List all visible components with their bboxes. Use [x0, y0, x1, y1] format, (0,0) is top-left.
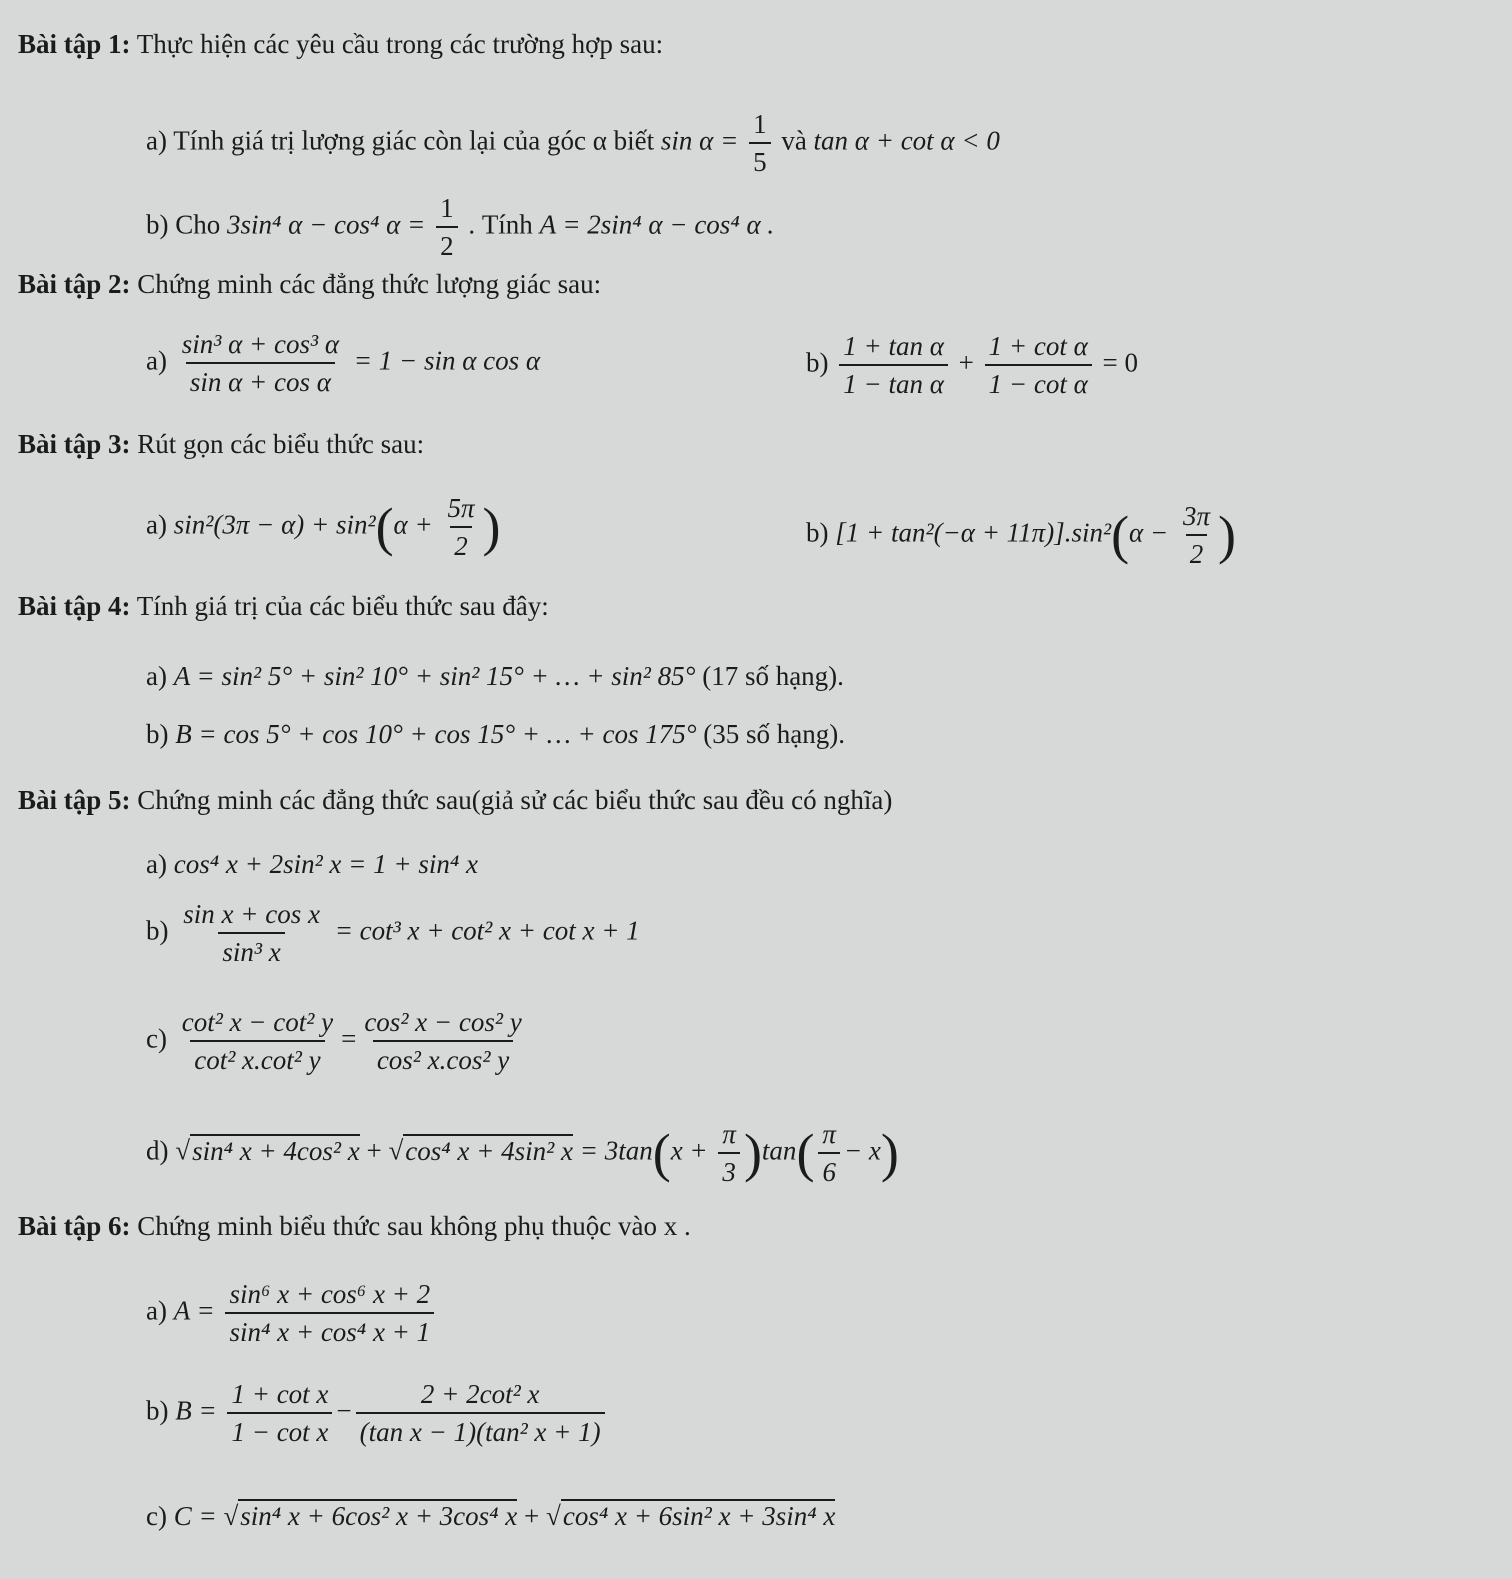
ex6-heading-line: [18, 1210, 691, 1242]
ex3-b-num: 3π: [1182, 501, 1210, 531]
ex5-b-num: sin x + cos x: [183, 899, 320, 929]
ex4-b-label: b): [146, 719, 169, 749]
ex5-part-c: [146, 1006, 530, 1077]
ex4-heading-line: [18, 590, 549, 622]
ex5-d-rparen2: ): [880, 1122, 899, 1183]
ex1-instruction: Thực hiện các yêu cầu trong các trường hợp sau:: [136, 29, 664, 59]
ex4-b-note: (35 số hạng).: [703, 719, 845, 749]
ex1-b-num: 1: [440, 193, 454, 223]
ex6-instruction: Chứng minh biểu thức sau không phụ thuộc vào x .: [137, 1211, 691, 1241]
ex5-d-label: d): [146, 1135, 169, 1166]
ex5-d-rhs1: = 3tan: [579, 1135, 653, 1166]
ex1-b-tinh: . Tính: [468, 209, 533, 240]
ex2-a-label: a): [146, 345, 167, 376]
ex4-a-expr: A = sin² 5° + sin² 10° + sin² 15° + … + sin² 85°: [173, 661, 696, 691]
ex5-d-plus: + √: [366, 1135, 404, 1166]
ex3-b-lparen: (: [1111, 504, 1130, 565]
ex3-a-frac: [443, 492, 478, 563]
ex1-part-a: [146, 108, 1000, 179]
ex4-part-b: [146, 718, 845, 750]
ex6-b-frac2: [356, 1378, 605, 1449]
ex6-a-den: sin⁴ x + cos⁴ x + 1: [225, 1312, 434, 1348]
ex5-b-rhs: = cot³ x + cot² x + cot x + 1: [334, 915, 640, 946]
ex4-instruction: Tính giá trị của các biểu thức sau đây:: [136, 591, 549, 621]
ex3-heading-line: [18, 428, 424, 460]
ex5-c-den1: cot² x.cot² y: [190, 1040, 324, 1076]
ex4-a-note: (17 số hạng).: [702, 661, 844, 691]
ex5-d-sqrt-sign: √: [175, 1135, 191, 1166]
ex2-b-num1: 1 + tan α: [843, 331, 944, 361]
ex2-heading: Bài tập 2:: [18, 269, 131, 299]
ex6-b-label: b): [146, 1395, 169, 1426]
ex4-part-a: [146, 660, 844, 692]
ex2-b-label: b): [806, 347, 829, 378]
ex5-instruction: Chứng minh các đẳng thức sau(giả sử các biểu thức sau đều có nghĩa): [137, 785, 893, 815]
ex4-b-expr: B = cos 5° + cos 10° + cos 15° + … + cos 175°: [175, 719, 697, 749]
ex5-heading-line: [18, 784, 892, 816]
ex5-d-frac2: [818, 1118, 840, 1189]
ex2-b-frac1: [839, 330, 948, 401]
ex3-a-label: a): [146, 509, 167, 540]
ex1-b-math2: A = 2sin⁴ α − cos⁴ α .: [539, 209, 775, 240]
ex6-a-label: a): [146, 1295, 167, 1326]
ex6-b-lhs: B =: [175, 1395, 217, 1426]
ex1-b-den: 2: [436, 226, 458, 262]
ex3-a-expr1: sin²(3π − α) + sin²: [173, 509, 376, 540]
ex3-b-rparen: ): [1217, 504, 1236, 565]
ex6-part-a: [146, 1278, 438, 1349]
ex3-a-rparen: ): [482, 496, 501, 557]
ex1-a-math1: sin α =: [660, 125, 739, 156]
ex1-a-math2: tan α + cot α < 0: [813, 125, 1000, 156]
ex6-b-frac1: [227, 1378, 332, 1449]
ex6-part-b: [146, 1378, 609, 1449]
ex5-d-sqrt2: cos⁴ x + 4sin² x: [405, 1135, 573, 1166]
ex2-b-den1: 1 − tan α: [839, 364, 948, 400]
ex5-a-expr: cos⁴ x + 2sin² x = 1 + sin⁴ x: [173, 849, 478, 879]
ex6-c-sqrt1: sin⁴ x + 6cos² x + 3cos⁴ x: [240, 1501, 518, 1531]
ex2-b-frac2: [985, 330, 1092, 401]
ex1-a-den: 5: [749, 142, 771, 178]
ex3-heading: Bài tập 3:: [18, 429, 131, 459]
ex5-c-num1: cot² x − cot² y: [181, 1007, 334, 1037]
ex5-b-frac: [179, 898, 324, 969]
ex5-c-den2: cos² x.cos² y: [373, 1040, 513, 1076]
ex6-a-lhs: A =: [173, 1295, 215, 1326]
ex2-part-b: [806, 330, 1138, 401]
ex1-b-text: b) Cho: [146, 209, 221, 240]
ex5-c-frac1: [178, 1006, 337, 1077]
ex3-instruction: Rút gọn các biểu thức sau:: [137, 429, 425, 459]
ex2-b-plus: +: [958, 347, 974, 378]
ex2-a-num: sin³ α + cos³ α: [181, 329, 339, 359]
ex6-c-label: c): [146, 1501, 167, 1531]
ex6-a-frac: [225, 1278, 434, 1349]
ex1-a-num: 1: [753, 109, 767, 139]
ex5-part-a: [146, 848, 478, 880]
ex2-b-den2: 1 − cot α: [985, 364, 1092, 400]
ex5-d-x1: x +: [670, 1135, 708, 1166]
ex6-b-den1: 1 − cot x: [227, 1412, 332, 1448]
ex5-d-lparen2: (: [796, 1122, 815, 1183]
ex5-d-n1: π: [722, 1119, 736, 1149]
ex5-part-b: [146, 898, 640, 969]
ex3-part-a: [146, 492, 500, 563]
ex1-heading-line: [18, 28, 663, 60]
ex3-b-den: 2: [1186, 534, 1208, 570]
ex2-heading-line: [18, 268, 601, 300]
ex5-part-d: [146, 1118, 899, 1189]
ex6-b-num1: 1 + cot x: [231, 1379, 329, 1409]
ex2-instruction: Chứng minh các đẳng thức lượng giác sau:: [137, 269, 602, 299]
ex6-part-c: [146, 1500, 835, 1532]
ex5-d-sqrt1: sin⁴ x + 4cos² x: [192, 1135, 360, 1166]
ex2-a-rhs: = 1 − sin α cos α: [353, 345, 541, 376]
ex5-c-frac2: [360, 1006, 525, 1077]
ex5-d-d1: 3: [718, 1152, 740, 1188]
ex6-c-lhs: C = √: [173, 1501, 239, 1531]
ex1-a-frac: [749, 108, 771, 179]
ex1-b-frac: [436, 192, 458, 263]
ex3-b-expr1: [1 + tan²(−α + 11π)].sin²: [835, 517, 1112, 548]
ex5-heading: Bài tập 5:: [18, 785, 131, 815]
ex3-b-expr2: α −: [1129, 517, 1169, 548]
ex1-a-text: a) Tính giá trị lượng giác còn lại của góc α biết: [146, 125, 655, 156]
ex5-a-label: a): [146, 849, 167, 879]
ex3-a-expr2: α +: [393, 509, 433, 540]
ex6-c-sqrt2: cos⁴ x + 6sin² x + 3sin⁴ x: [562, 1501, 836, 1531]
ex5-d-tan: tan: [761, 1135, 797, 1166]
ex2-part-a: [146, 328, 540, 399]
ex5-c-eq: =: [341, 1023, 357, 1054]
ex5-c-num2: cos² x − cos² y: [364, 1007, 522, 1037]
ex4-heading: Bài tập 4:: [18, 591, 131, 621]
ex2-a-den: sin α + cos α: [186, 362, 335, 398]
ex2-b-rhs: = 0: [1102, 347, 1139, 378]
ex5-d-x2: − x: [843, 1135, 881, 1166]
ex3-a-den: 2: [450, 526, 472, 562]
ex3-a-lparen: (: [375, 496, 394, 557]
ex6-b-den2: (tan x − 1)(tan² x + 1): [356, 1412, 605, 1448]
ex2-b-num2: 1 + cot α: [988, 331, 1088, 361]
ex5-b-den: sin³ x: [218, 932, 284, 968]
ex3-b-frac: [1179, 500, 1214, 571]
ex5-d-d2: 6: [818, 1152, 840, 1188]
ex3-part-b: [806, 500, 1236, 571]
ex1-b-math1: 3sin⁴ α − cos⁴ α =: [227, 209, 426, 240]
ex5-d-lparen1: (: [652, 1122, 671, 1183]
ex6-c-plus: + √: [524, 1501, 561, 1531]
ex5-d-rparen1: ): [743, 1122, 762, 1183]
ex5-b-label: b): [146, 915, 169, 946]
ex5-c-label: c): [146, 1023, 167, 1054]
ex6-b-num2: 2 + 2cot² x: [420, 1379, 540, 1409]
ex6-heading: Bài tập 6:: [18, 1211, 131, 1241]
ex6-a-num: sin⁶ x + cos⁶ x + 2: [229, 1279, 431, 1309]
ex1-a-and: và: [781, 125, 807, 156]
ex2-a-frac: [178, 328, 343, 399]
ex1-part-b: [146, 192, 774, 263]
ex1-heading: Bài tập 1:: [18, 29, 131, 59]
ex4-a-label: a): [146, 661, 167, 691]
ex6-b-minus: −: [336, 1395, 352, 1426]
ex3-b-label: b): [806, 517, 829, 548]
ex3-a-num: 5π: [447, 493, 475, 523]
ex5-d-frac1: [718, 1118, 740, 1189]
ex5-d-n2: π: [822, 1119, 836, 1149]
